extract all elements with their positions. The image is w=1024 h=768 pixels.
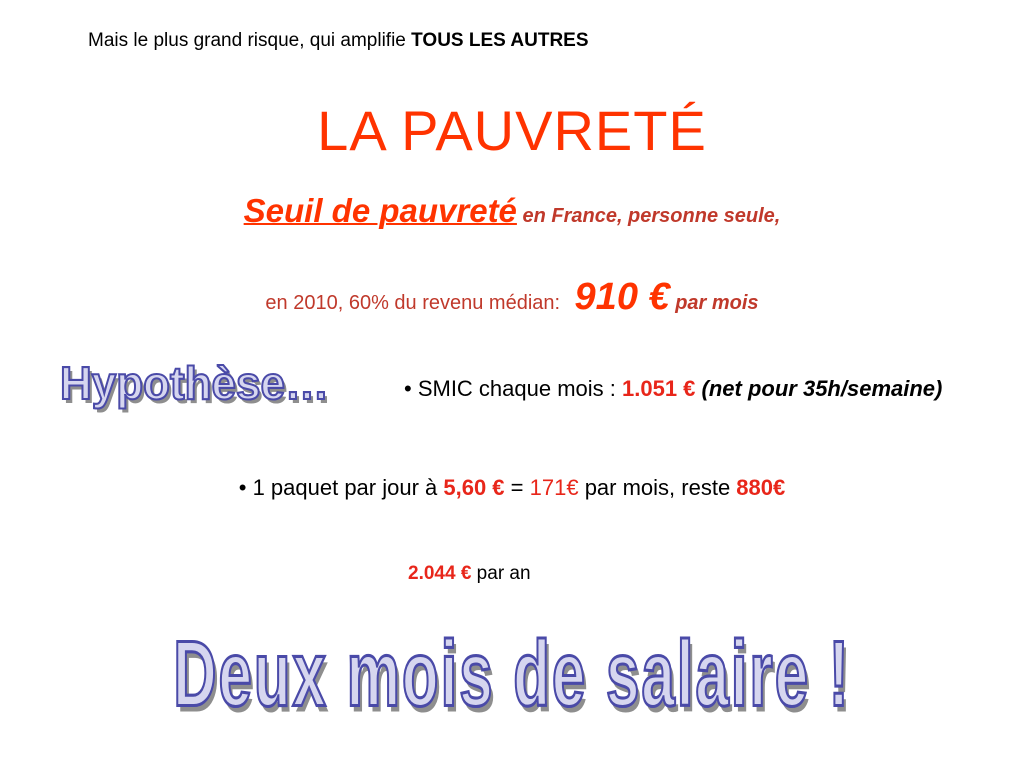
paquet-line [0, 475, 1024, 501]
intro-emphasis: TOUS LES AUTRES [411, 30, 589, 51]
page-title: LA PAUVRETÉ [317, 99, 707, 162]
median-unit: par mois [669, 292, 759, 314]
seuil-subtitle: en France, personne seule, [516, 205, 781, 227]
paquet-middle: par mois, reste [578, 475, 737, 500]
smic-note: (net pour 35h/semaine) [695, 376, 943, 401]
annual-suffix: par an [471, 563, 531, 584]
seuil-heading: Seuil de pauvreté [243, 192, 517, 229]
intro-line [88, 30, 589, 52]
conclusion-wordart: Deux mois de salaire ! [173, 621, 851, 726]
paquet-rest: 880€ [736, 475, 786, 500]
paquet-prefix: • 1 paquet par jour à [238, 475, 444, 500]
paquet-monthly: 171€ [529, 475, 579, 500]
smic-line [404, 376, 942, 402]
annual-value: 2.044 € [408, 563, 472, 584]
paquet-equals: = [504, 475, 530, 500]
smic-prefix: • SMIC chaque mois : [404, 376, 623, 401]
hypothese-wordart: Hypothèse… [60, 358, 329, 410]
seuil-line [0, 192, 1024, 230]
paquet-price: 5,60 € [443, 475, 505, 500]
median-line [0, 276, 1024, 319]
intro-text: Mais le plus grand risque, qui amplifie [88, 30, 412, 51]
annual-line [408, 563, 531, 585]
median-text: en 2010, 60% du revenu médian: [265, 292, 561, 314]
smic-value: 1.051 € [622, 376, 696, 401]
median-value: 910 € [574, 276, 670, 318]
